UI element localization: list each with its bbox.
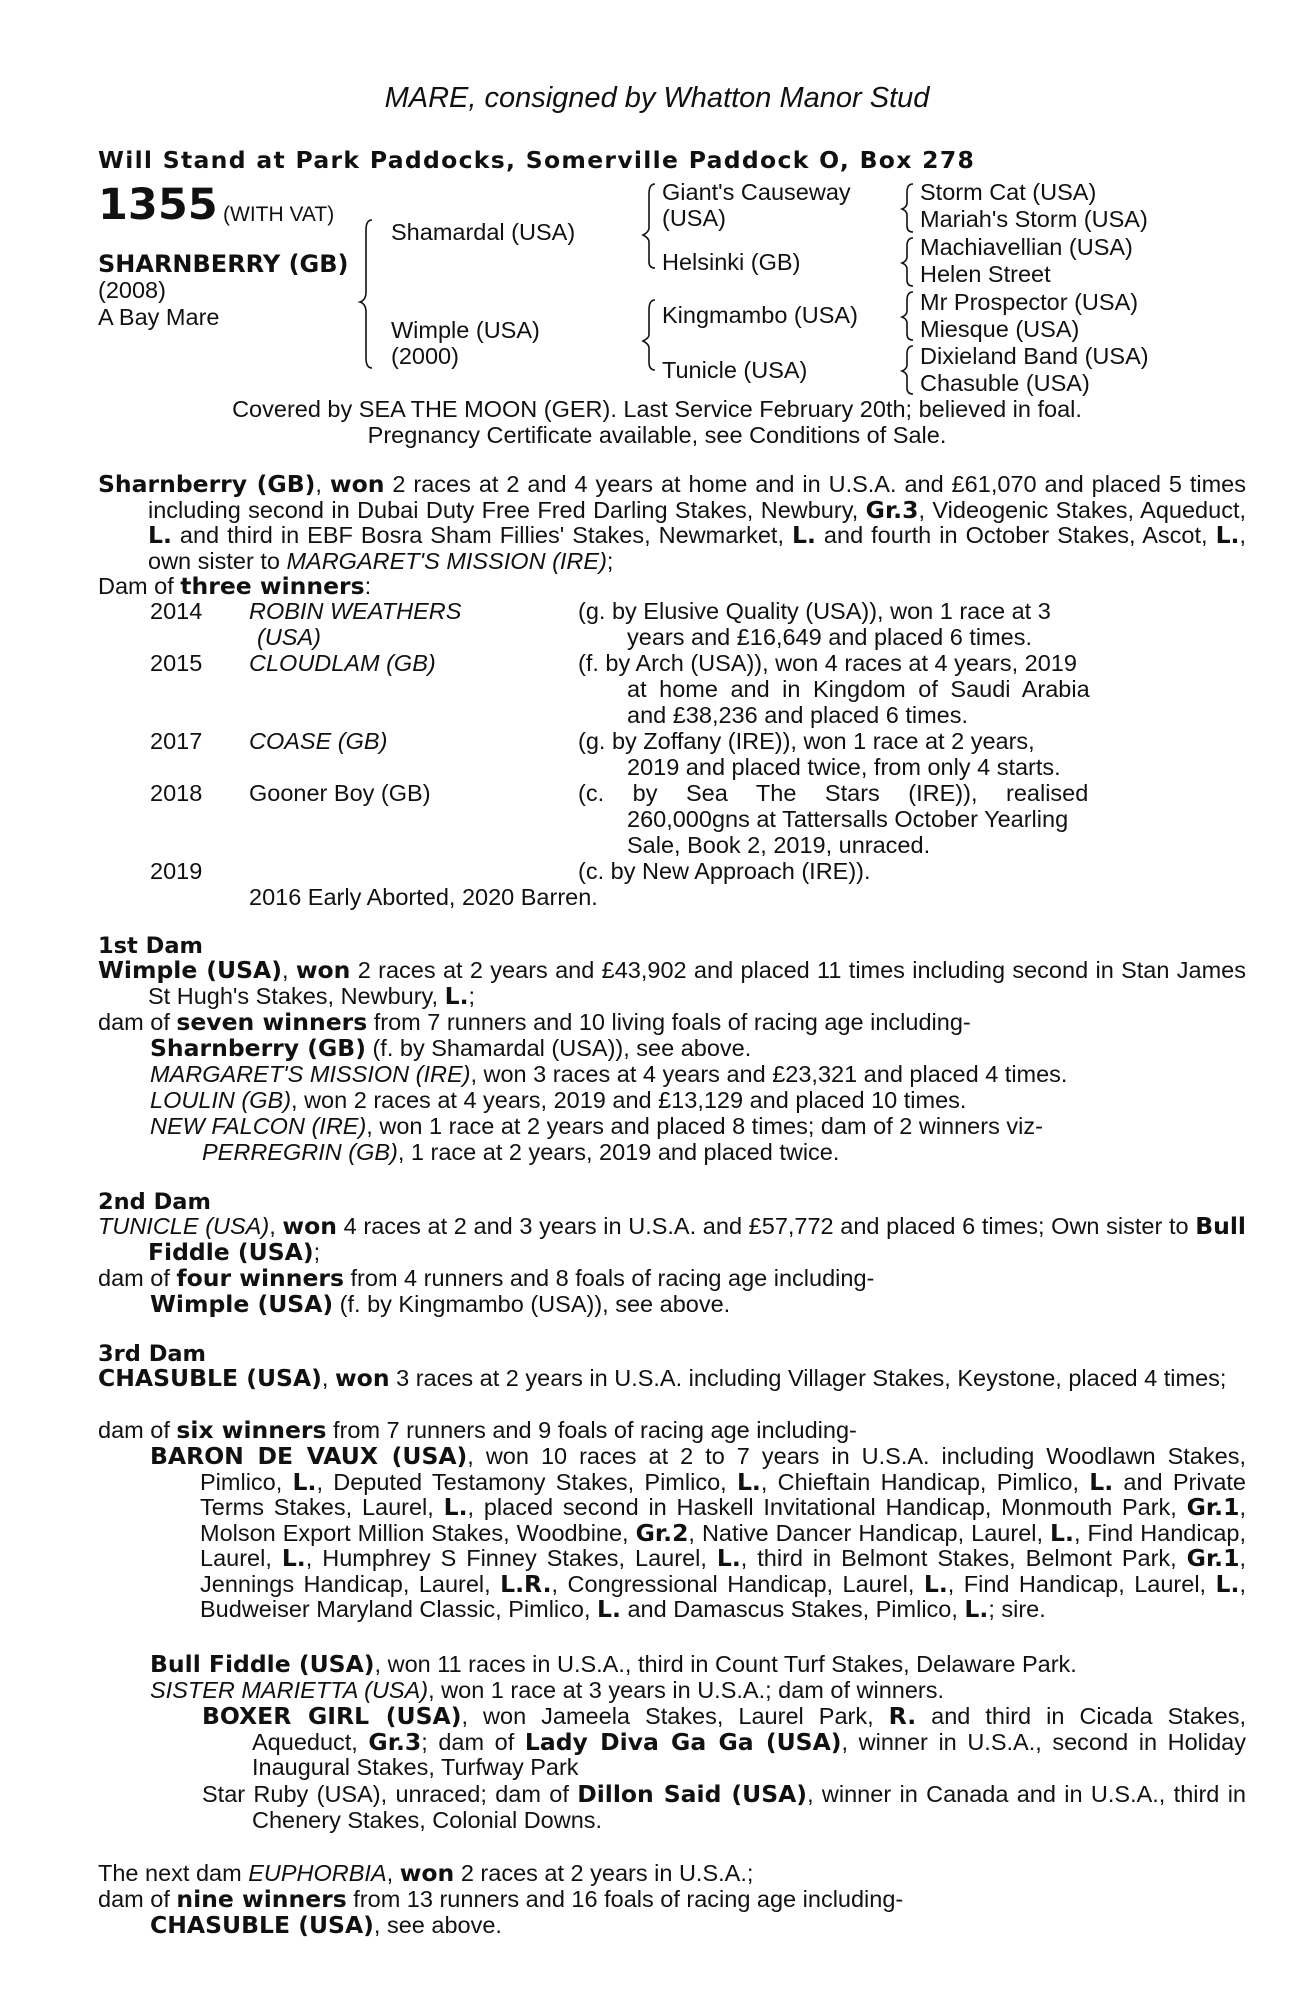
bull-fiddle-text: , won 11 races in U.S.A., third in Count Turf Stakes, Delaware Park. xyxy=(374,1651,1077,1677)
intro-text-6: ; xyxy=(606,547,614,574)
intro-name: Sharnberry (GB) xyxy=(98,470,316,498)
produce-note: 2016 Early Aborted, 2020 Barren. xyxy=(249,884,598,910)
first-dam-runner-1-name: Sharnberry (GB) xyxy=(150,1034,366,1062)
first-dam-heading: 1st Dam xyxy=(98,933,203,959)
baron-listed-restricted: L.R. xyxy=(500,1569,552,1598)
first-dam-runner-5-text: , 1 race at 2 years, 2019 and placed twice. xyxy=(397,1139,840,1165)
baron-text-7: , Native Dancer Handicap, Laurel, xyxy=(688,1519,1051,1546)
intro-gr3: Gr.3 xyxy=(865,495,919,524)
intro-paragraph: Sharnberry (GB), won 2 races at 2 and 4 years at home and in U.S.A. and £61,070 and placed 5 times including second in Dubai Duty Free Fred Darling Stakes, Newbury, Gr.3, Videogenic Stakes, Aqueduct, L. and third in EBF Bosra Sham Fillies' Stakes, Newmarket, L. and fourth in October Stakes, Ascot, L., own sister to MARGARET'S MISSION (IRE); xyxy=(98,470,1247,574)
first-dam-runner-4 xyxy=(150,1114,1043,1140)
baron-text-8: , Find Handicap, Laurel, xyxy=(200,1519,1247,1571)
produce-line1-2015: (f. by Arch (USA)), won 4 races at 4 years, 2019 xyxy=(578,650,1077,676)
baron-listed-2: L. xyxy=(736,1467,761,1496)
baron-gr1-1: Gr.1 xyxy=(1186,1493,1240,1521)
lot-number: 1355 xyxy=(98,180,218,230)
intro-sister: MARGARET'S MISSION (IRE) xyxy=(286,547,607,574)
sire-dam: Helsinki (GB) xyxy=(662,249,801,275)
first-dam-runner-3-text: , won 2 races at 4 years, 2019 and £13,129 and placed 10 times. xyxy=(291,1087,967,1113)
produce-line2-2014: years and £16,649 and placed 6 times. xyxy=(627,624,1032,650)
baron-listed-10: L. xyxy=(597,1595,621,1623)
produce-line1-2014: (g. by Elusive Quality (USA)), won 1 race at 3 xyxy=(578,598,1051,624)
boxer-gr3: Gr.3 xyxy=(368,1727,422,1756)
first-dam-text-2: ; xyxy=(468,982,476,1009)
baron-text-1: , won 10 races at 2 to 7 years in U.S.A. including Woodlawn Stakes, Pimlico, xyxy=(200,1443,1246,1495)
baron-listed-3: L. xyxy=(1089,1467,1114,1496)
dillon-said-name: Dillon Said (USA) xyxy=(577,1780,808,1808)
next-dam-runner-1-name: CHASUBLE (USA) xyxy=(150,1911,374,1939)
baron-text-16: ; sire. xyxy=(988,1596,1046,1622)
first-dam-dam-of xyxy=(98,1010,971,1036)
second-dam-dam-of xyxy=(98,1266,874,1292)
next-dam-text-2: , xyxy=(386,1860,400,1886)
produce-year-2017: 2017 xyxy=(150,728,203,754)
baron-text-11: , Jennings Handicap, Laurel, xyxy=(200,1545,1246,1597)
baron-listed-8: L. xyxy=(923,1569,948,1598)
three-winners: three winners xyxy=(180,572,365,600)
ddd: Chasuble (USA) xyxy=(920,370,1090,396)
second-dam-text-1: 4 races at 2 and 3 years in U.S.A. and £57,772 and placed 6 times; Own sister to xyxy=(336,1213,1196,1239)
boxer-girl-name: BOXER GIRL (USA) xyxy=(202,1702,462,1730)
second-dam-won: won xyxy=(282,1212,337,1240)
next-dam-text-1: The next dam xyxy=(98,1860,249,1886)
intro-text-2: , Videogenic Stakes, Aqueduct, xyxy=(918,496,1246,523)
third-dam-text-2: from 7 runners and 9 foals of racing age including- xyxy=(326,1417,857,1443)
sdd: Helen Street xyxy=(920,261,1051,287)
horse-description: A Bay Mare xyxy=(98,304,220,330)
boxer-text-2: and third in Cicada Stakes, Aqueduct, xyxy=(252,1703,1247,1755)
next-dam-runner-1 xyxy=(150,1913,502,1939)
first-dam-runner-2 xyxy=(150,1062,1067,1088)
sister-marietta-text: , won 1 race at 3 years in U.S.A.; dam of winners. xyxy=(428,1677,945,1703)
produce-line3-2018: Sale, Book 2, 2019, unraced. xyxy=(627,832,931,858)
first-dam-paragraph: Wimple (USA), won 2 races at 2 years and £43,902 and placed 11 times including second in Stan James St Hugh's Stakes, Newbury, L.; xyxy=(98,956,1246,1010)
baron-text-15: and Damascus Stakes, Pimlico, xyxy=(620,1596,965,1622)
boxer-girl-paragraph xyxy=(202,1704,1246,1781)
baron-listed-11: L. xyxy=(964,1595,989,1623)
star-ruby-text-1: Star Ruby (USA), unraced; dam of xyxy=(202,1781,578,1807)
intro-listed-2: L. xyxy=(792,521,816,549)
intro-listed-3: L. xyxy=(1215,521,1240,549)
dam-dam: Tunicle (USA) xyxy=(662,357,808,383)
second-dam-text-2: ; xyxy=(313,1238,321,1265)
first-dam-dam-of-label: dam of xyxy=(98,1009,177,1035)
first-dam-winners: seven winners xyxy=(176,1008,368,1036)
produce-name-2014: ROBIN WEATHERS xyxy=(249,598,462,624)
produce-name-2017: COASE (GB) xyxy=(249,728,388,754)
baron-text-3: , Chieftain Handicap, Pimlico, xyxy=(760,1468,1090,1495)
sss: Storm Cat (USA) xyxy=(920,179,1097,205)
baron-gr1-2: Gr.1 xyxy=(1186,1544,1240,1572)
produce-line1-2017: (g. by Zoffany (IRE)), won 1 race at 2 years, xyxy=(578,728,1035,754)
baron-listed-7: L. xyxy=(716,1544,741,1572)
baron-gr2: Gr.2 xyxy=(635,1518,689,1547)
intro-text-4: and fourth in October Stakes, Ascot, xyxy=(815,522,1216,548)
produce-line1-2019: (c. by New Approach (IRE)). xyxy=(578,858,871,884)
produce-line2-2018: 260,000gns at Tattersalls October Yearling xyxy=(627,806,1069,832)
bull-fiddle-name: Bull Fiddle (USA) xyxy=(150,1650,375,1678)
baron-text-5: , placed second in Haskell Invitational Handicap, Monmouth Park, xyxy=(467,1494,1187,1520)
second-dam-runner-1-name: Wimple (USA) xyxy=(150,1290,334,1318)
intro-text-1: 2 races at 2 and 4 years at home and in U.S.A. and £61,070 and placed 5 times including second in Dubai Duty Free Fred Darling Stakes, Newbury, xyxy=(148,471,1247,523)
first-dam-runner-4-text: , won 1 race at 2 years and placed 8 times; dam of 2 winners viz- xyxy=(366,1113,1043,1139)
second-dam-runner-1 xyxy=(150,1292,730,1318)
second-dam-dam-of-label: dam of xyxy=(98,1265,177,1291)
next-dam-dam-of-label: dam of xyxy=(98,1886,177,1912)
first-dam-runner-5-name: PERREGRIN (GB) xyxy=(202,1139,398,1165)
produce-year-2015: 2015 xyxy=(150,650,203,676)
produce-year-2014: 2014 xyxy=(150,598,203,624)
sire: Shamardal (USA) xyxy=(391,219,576,245)
ssd: Mariah's Storm (USA) xyxy=(920,206,1148,232)
sds: Machiavellian (USA) xyxy=(920,234,1133,260)
boxer-text-3: ; dam of xyxy=(421,1728,525,1755)
pregnancy-line: Pregnancy Certificate available, see Conditions of Sale. xyxy=(367,422,947,448)
produce-name-2018: Gooner Boy (GB) xyxy=(249,780,431,806)
first-dam-runner-3-name: LOULIN (GB) xyxy=(150,1087,292,1113)
third-dam-dam-of-label: dam of xyxy=(98,1417,177,1443)
produce-year-2018: 2018 xyxy=(150,780,203,806)
produce-line3-2015: and £38,236 and placed 6 times. xyxy=(627,702,969,728)
boxer-restricted: R. xyxy=(888,1702,917,1730)
dam-sire: Kingmambo (USA) xyxy=(662,302,858,328)
intro-won: won xyxy=(329,470,385,498)
boxer-text-4: , winner in U.S.A., second in Holiday Inaugural Stakes, Turfway Park xyxy=(252,1728,1246,1780)
consignment-line: MARE, consigned by Whatton Manor Stud xyxy=(384,82,930,114)
produce-line2-2015: at home and in Kingdom of Saudi Arabia xyxy=(627,676,1090,702)
dam: Wimple (USA) xyxy=(391,317,540,343)
second-dam-name: TUNICLE (USA) xyxy=(98,1213,270,1239)
first-dam-text-1: 2 races at 2 years and £43,902 and placed 11 times including second in Stan James St Hugh's Stakes, Newbury, xyxy=(148,957,1246,1009)
produce-line1-2018: (c. by Sea The Stars (IRE)), realised xyxy=(578,780,1089,806)
baron-text-10: , third in Belmont Stakes, Belmont Park, xyxy=(740,1545,1187,1571)
baron-listed-6: L. xyxy=(281,1544,306,1572)
first-dam-text-3: from 7 runners and 10 living foals of racing age including- xyxy=(367,1009,971,1035)
star-ruby-paragraph xyxy=(202,1782,1246,1833)
third-dam-won: won xyxy=(334,1364,390,1392)
baron-text-13: , Find Handicap, Laurel, xyxy=(947,1570,1216,1597)
dam-year: (2000) xyxy=(391,343,459,369)
first-dam-runner-1 xyxy=(150,1036,751,1062)
location-line: Will Stand at Park Paddocks, Somerville Paddock O, Box 278 xyxy=(98,146,976,174)
next-dam-winners: nine winners xyxy=(176,1885,347,1913)
third-dam-text-1: 3 races at 2 years in U.S.A. including Villager Stakes, Keystone, placed 4 times; xyxy=(389,1365,1227,1391)
pedigree-brackets xyxy=(0,0,1314,400)
horse-name: SHARNBERRY (GB) xyxy=(98,250,349,278)
first-dam-runner-2-text: , won 3 races at 4 years and £23,321 and placed 4 times. xyxy=(470,1061,1068,1087)
produce-line2-2017: 2019 and placed twice, from only 4 starts. xyxy=(627,754,1061,780)
sister-marietta-name: SISTER MARIETTA (USA) xyxy=(150,1677,429,1703)
first-dam-won: won xyxy=(295,956,351,984)
third-dam-dam-of xyxy=(98,1418,857,1444)
baron-text-2: , Deputed Testamony Stakes, Pimlico, xyxy=(316,1468,737,1495)
boxer-text-1: , won Jameela Stakes, Laurel Park, xyxy=(461,1703,889,1729)
dsd: Miesque (USA) xyxy=(920,316,1080,342)
first-dam-runner-1-text: (f. by Shamardal (USA)), see above. xyxy=(365,1035,752,1061)
baron-listed-1: L. xyxy=(292,1467,317,1496)
bull-fiddle-line xyxy=(150,1652,1077,1678)
next-dam-won: won xyxy=(399,1859,455,1887)
baron-text-4: and Private Terms Stakes, Laurel, xyxy=(200,1468,1246,1520)
horse-year: (2008) xyxy=(98,277,166,303)
second-dam-runner-1-text: (f. by Kingmambo (USA)), see above. xyxy=(333,1291,731,1317)
first-dam-runner-2-name: MARGARET'S MISSION (IRE) xyxy=(150,1061,471,1087)
next-dam-text-3: 2 races at 2 years in U.S.A.; xyxy=(454,1860,754,1886)
first-dam-runner-3 xyxy=(150,1088,966,1114)
first-dam-name: Wimple (USA) xyxy=(98,956,282,984)
produce-name-2015: CLOUDLAM (GB) xyxy=(249,650,436,676)
baron-listed-4: L. xyxy=(443,1493,468,1521)
next-dam-runner-1-text: , see above. xyxy=(373,1912,502,1938)
sister-marietta-line xyxy=(150,1678,944,1704)
dam-of-colon: : xyxy=(364,573,372,599)
dds: Dixieland Band (USA) xyxy=(920,343,1149,369)
baron-listed-9: L. xyxy=(1215,1569,1240,1598)
covered-line: Covered by SEA THE MOON (GER). Last Service February 20th; believed in foal. xyxy=(232,396,1082,422)
second-dam-bull-fiddle: Bull Fiddle (USA) xyxy=(148,1212,1246,1266)
produce-year-2019: 2019 xyxy=(150,858,203,884)
baron-text-9: , Humphrey S Finney Stakes, Laurel, xyxy=(305,1545,717,1571)
next-dam-line xyxy=(98,1861,753,1887)
sire-sire-country: (USA) xyxy=(662,205,726,231)
baron-text-6: , Molson Export Million Stakes, Woodbine, xyxy=(200,1494,1246,1546)
third-dam-winners: six winners xyxy=(176,1416,327,1444)
next-dam-text-4: from 13 runners and 16 foals of racing age including- xyxy=(346,1886,904,1912)
intro-listed-1: L. xyxy=(148,521,172,549)
third-dam-heading: 3rd Dam xyxy=(98,1341,206,1367)
dss: Mr Prospector (USA) xyxy=(920,289,1139,315)
third-dam-paragraph: CHASUBLE (USA), won 3 races at 2 years in U.S.A. including Villager Stakes, Keystone, placed 4 times; xyxy=(98,1364,1227,1392)
first-dam-runner-5 xyxy=(202,1140,839,1166)
second-dam-paragraph: TUNICLE (USA), won 4 races at 2 and 3 years in U.S.A. and £57,772 and placed 6 times; Own sister to Bull Fiddle (USA); xyxy=(98,1212,1246,1266)
star-ruby-text-2: , winner in Canada and in U.S.A., third in Chenery Stakes, Colonial Downs. xyxy=(252,1781,1246,1833)
sire-sire: Giant's Causeway xyxy=(662,179,851,205)
second-dam-heading: 2nd Dam xyxy=(98,1189,211,1215)
next-dam-name: EUPHORBIA xyxy=(248,1860,387,1886)
baron-listed-5: L. xyxy=(1050,1518,1074,1547)
lady-diva-name: Lady Diva Ga Ga (USA) xyxy=(524,1727,842,1756)
produce-name2-2014: (USA) xyxy=(257,624,321,650)
baron-de-vaux-paragraph xyxy=(150,1444,1246,1623)
dam-of-line xyxy=(98,574,371,600)
baron-text-12: , Congressional Handicap, Laurel, xyxy=(551,1570,924,1597)
intro-text-5: , own sister to xyxy=(148,522,1247,574)
dam-of-label: Dam of xyxy=(98,573,181,599)
baron-name: BARON DE VAUX (USA) xyxy=(150,1442,468,1470)
first-dam-runner-4-name: NEW FALCON (IRE) xyxy=(150,1113,367,1139)
first-dam-listed: L. xyxy=(444,981,469,1010)
third-dam-name: CHASUBLE (USA) xyxy=(98,1364,322,1392)
baron-text-14: , Budweiser Maryland Classic, Pimlico, xyxy=(200,1570,1246,1622)
second-dam-text-3: from 4 runners and 8 foals of racing age including- xyxy=(344,1265,875,1291)
next-dam-dam-of xyxy=(98,1887,903,1913)
intro-text-3: and third in EBF Bosra Sham Fillies' Stakes, Newmarket, xyxy=(171,522,793,548)
lot-vat: (WITH VAT) xyxy=(223,203,335,226)
second-dam-winners: four winners xyxy=(176,1264,344,1292)
